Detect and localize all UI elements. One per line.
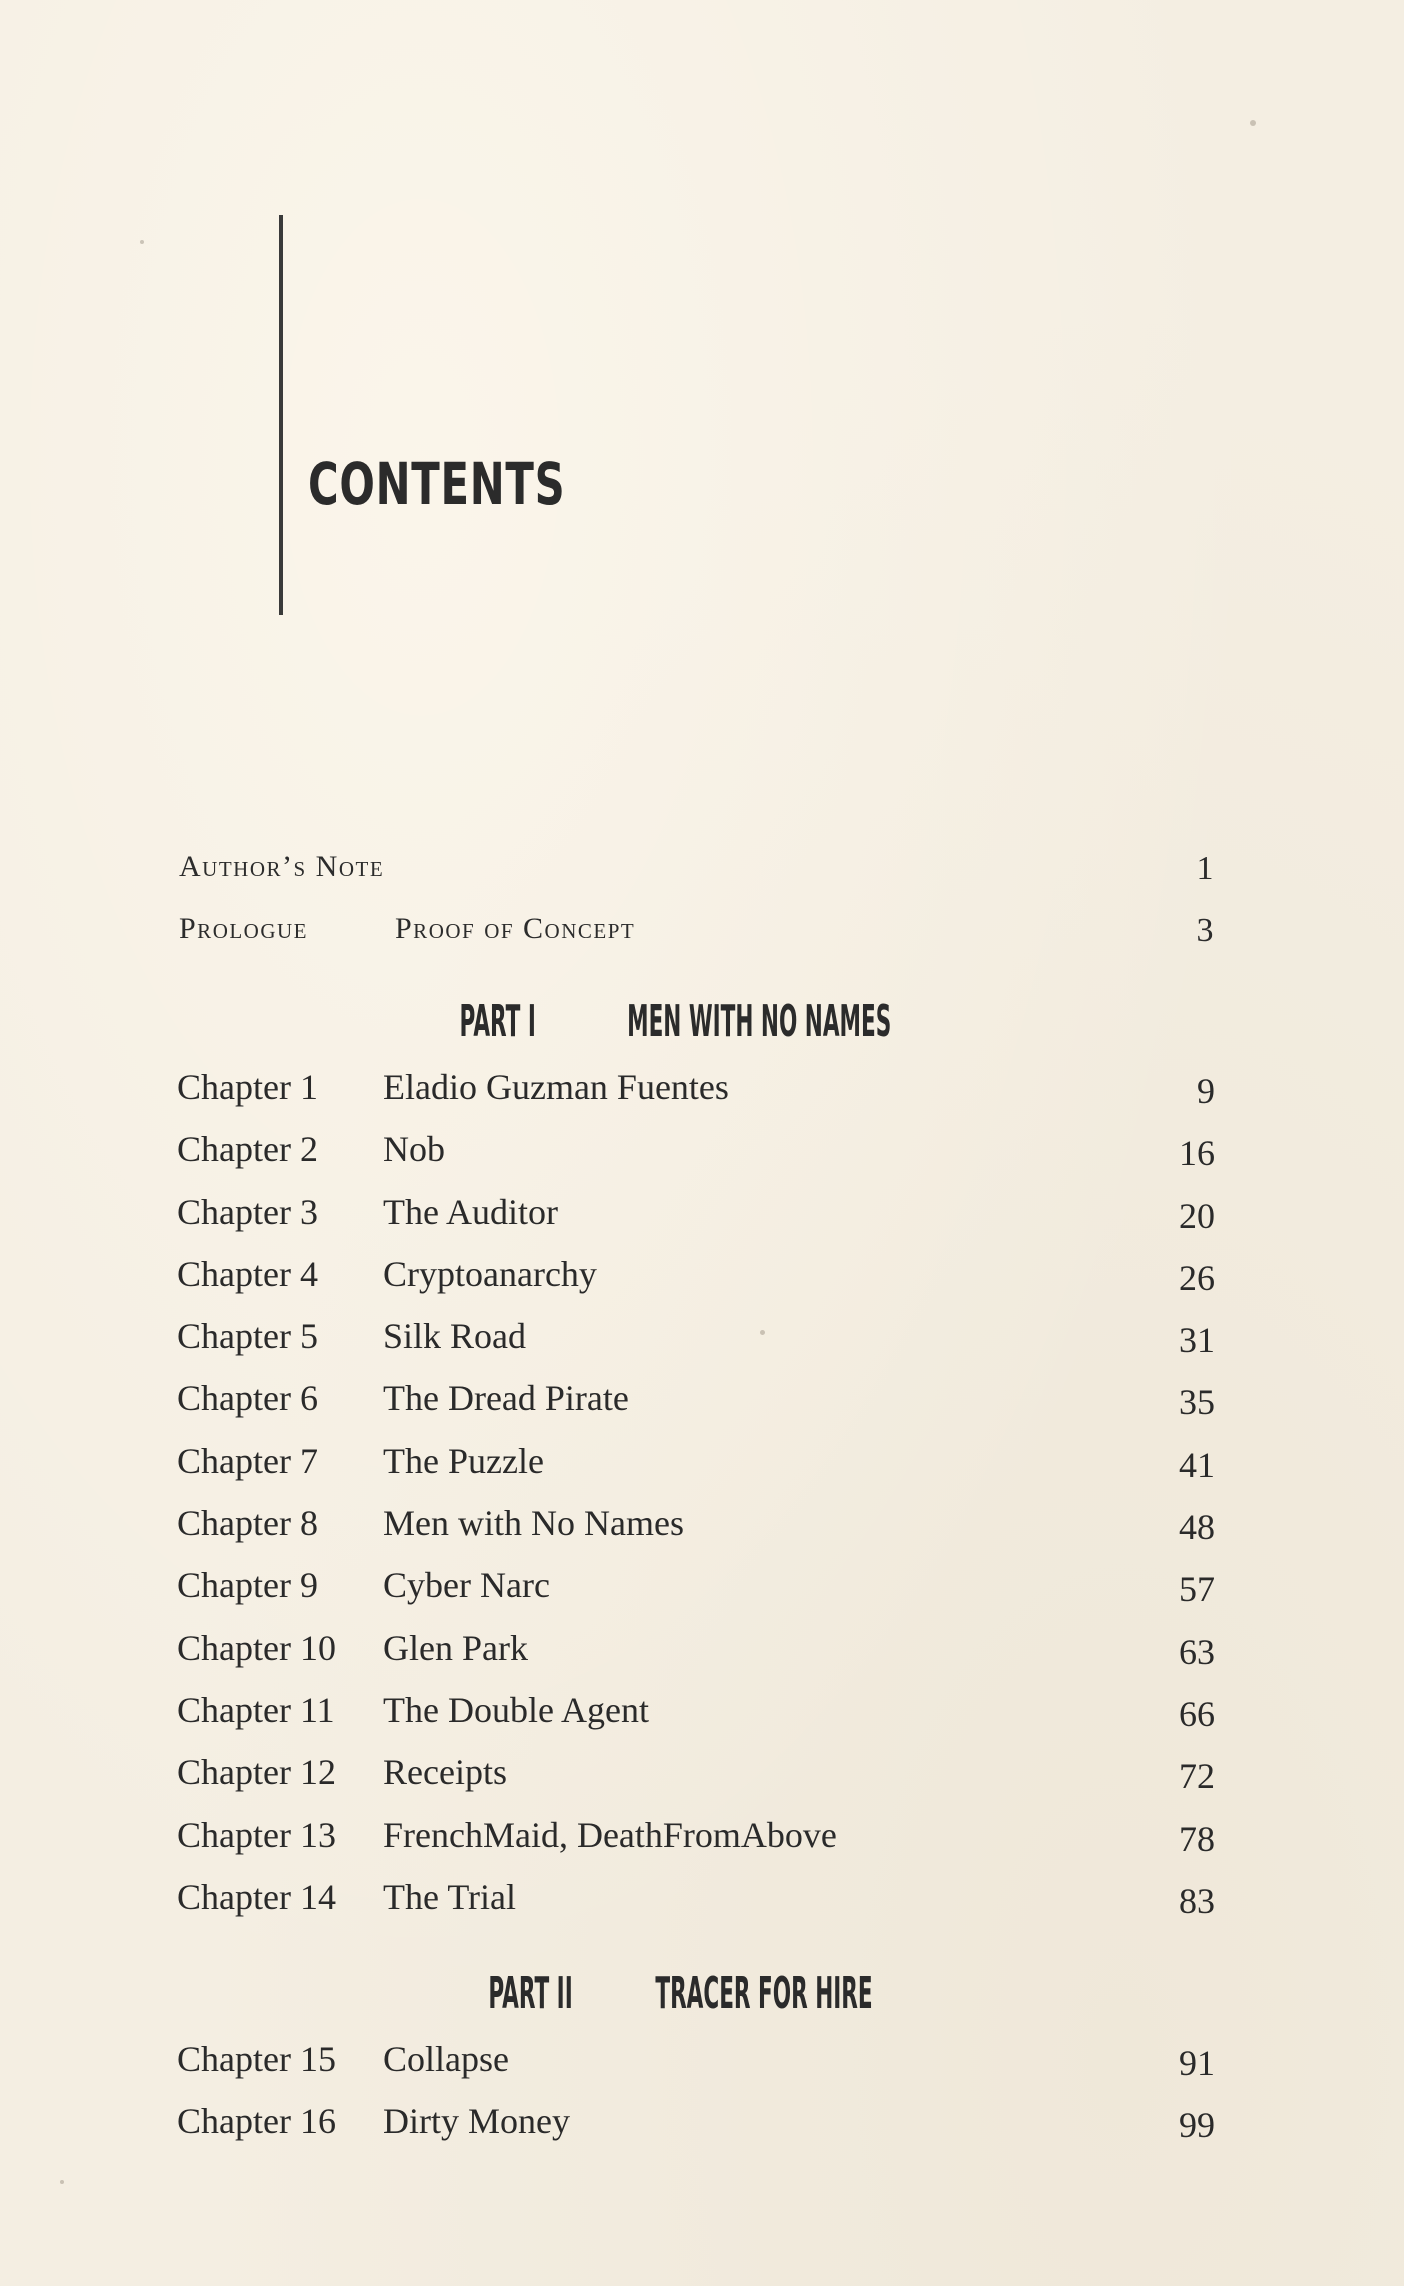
chapter-page-number: 83	[1179, 1880, 1215, 1921]
chapter-page-number: 31	[1179, 1320, 1215, 1361]
chapter-label: Chapter 8	[177, 1503, 318, 1544]
chapter-title: The Puzzle	[383, 1440, 544, 1481]
toc-entry-chapter-8[interactable]	[175, 1502, 1215, 1564]
chapter-page-number: 63	[1179, 1631, 1215, 1672]
chapter-label: Chapter 12	[177, 1752, 336, 1793]
toc-entry-chapter-4[interactable]	[175, 1253, 1215, 1315]
chapter-title: The Auditor	[383, 1191, 558, 1232]
chapter-label: Chapter 10	[177, 1627, 336, 1668]
chapter-label: Chapter 11	[177, 1689, 335, 1730]
chapter-label: Chapter 1	[177, 1067, 318, 1107]
entry-title: Proof of Concept	[395, 912, 636, 945]
chapter-page-number: 35	[1179, 1382, 1215, 1423]
chapter-title: Dirty Money	[383, 2101, 570, 2142]
part-heading-2	[175, 1968, 1215, 2024]
toc-entry-chapter-6[interactable]	[175, 1377, 1215, 1439]
chapter-label: Chapter 3	[177, 1191, 318, 1232]
chapter-title: FrenchMaid, DeathFromAbove	[383, 1814, 837, 1855]
toc-entry-chapter-1[interactable]	[175, 1066, 1215, 1128]
part-heading-1	[175, 996, 1215, 1052]
toc-entry-chapter-12[interactable]	[175, 1751, 1215, 1813]
part-title: TRACER FOR HIRE	[655, 1968, 873, 2020]
toc-entry-chapter-10[interactable]	[175, 1627, 1215, 1689]
chapter-title: Cryptoanarchy	[383, 1253, 597, 1294]
toc-entry-chapter-14[interactable]	[175, 1876, 1215, 1938]
chapter-title: The Double Agent	[383, 1689, 649, 1730]
chapter-title: Eladio Guzman Fuentes	[383, 1067, 729, 1107]
toc-entry-chapter-7[interactable]	[175, 1440, 1215, 1502]
paper-speck	[140, 240, 144, 244]
chapter-page-number: 48	[1179, 1507, 1215, 1548]
entry-page-number: 1	[1196, 850, 1215, 887]
chapter-label: Chapter 7	[177, 1440, 318, 1481]
toc-entry-chapter-15[interactable]	[175, 2038, 1215, 2100]
table-of-contents	[175, 850, 1215, 2163]
chapter-page-number: 99	[1179, 2105, 1215, 2146]
chapter-label: Chapter 15	[177, 2039, 336, 2080]
paper-speck	[60, 2180, 64, 2184]
toc-entry-chapter-16[interactable]	[175, 2100, 1215, 2162]
chapter-title: Nob	[383, 1129, 445, 1170]
chapter-title: Men with No Names	[383, 1503, 684, 1544]
chapter-title: The Trial	[383, 1876, 517, 1917]
entry-page-number: 3	[1196, 912, 1215, 949]
chapter-label: Chapter 9	[177, 1565, 318, 1606]
toc-entry-chapter-13[interactable]	[175, 1814, 1215, 1876]
chapter-title: Collapse	[383, 2039, 509, 2080]
toc-entry-chapter-5[interactable]	[175, 1315, 1215, 1377]
chapter-title: The Dread Pirate	[383, 1378, 629, 1419]
chapter-page-number: 91	[1179, 2043, 1215, 2084]
chapter-page-number: 78	[1179, 1818, 1215, 1859]
vertical-rule	[279, 215, 283, 615]
chapter-title: Receipts	[383, 1752, 507, 1793]
part-number: PART I	[459, 996, 536, 1047]
chapter-title: Cyber Narc	[383, 1565, 550, 1606]
paper-speck	[1250, 120, 1256, 126]
toc-entry-chapter-11[interactable]	[175, 1689, 1215, 1751]
chapter-title: Silk Road	[383, 1316, 527, 1357]
toc-entry-authors-note[interactable]	[175, 850, 1215, 912]
part-title: MEN WITH NO NAMES	[626, 996, 891, 1047]
entry-label: Author’s Note	[179, 850, 385, 883]
page-title: CONTENTS	[308, 450, 566, 518]
chapter-label: Chapter 2	[177, 1129, 318, 1170]
chapter-label: Chapter 5	[177, 1316, 318, 1357]
chapter-title: Glen Park	[383, 1627, 528, 1668]
chapter-label: Chapter 14	[177, 1876, 336, 1917]
chapter-label: Chapter 6	[177, 1378, 318, 1419]
toc-entry-chapter-2[interactable]	[175, 1128, 1215, 1190]
chapter-page-number: 26	[1179, 1257, 1215, 1298]
toc-entry-chapter-3[interactable]	[175, 1191, 1215, 1253]
toc-entry-prologue[interactable]	[175, 912, 1215, 974]
chapter-label: Chapter 4	[177, 1253, 318, 1294]
part-number: PART II	[488, 1968, 573, 2020]
toc-entry-chapter-9[interactable]	[175, 1564, 1215, 1626]
chapter-label: Chapter 13	[177, 1814, 336, 1855]
chapter-page-number: 16	[1179, 1133, 1215, 1174]
chapter-page-number: 72	[1179, 1756, 1215, 1797]
chapter-page-number: 41	[1179, 1444, 1215, 1485]
chapter-page-number: 66	[1179, 1693, 1215, 1734]
chapter-label: Chapter 16	[177, 2101, 336, 2142]
chapter-page-number: 20	[1179, 1195, 1215, 1236]
chapter-page-number: 9	[1197, 1071, 1215, 1111]
entry-label: Prologue	[179, 912, 309, 945]
chapter-page-number: 57	[1179, 1569, 1215, 1610]
